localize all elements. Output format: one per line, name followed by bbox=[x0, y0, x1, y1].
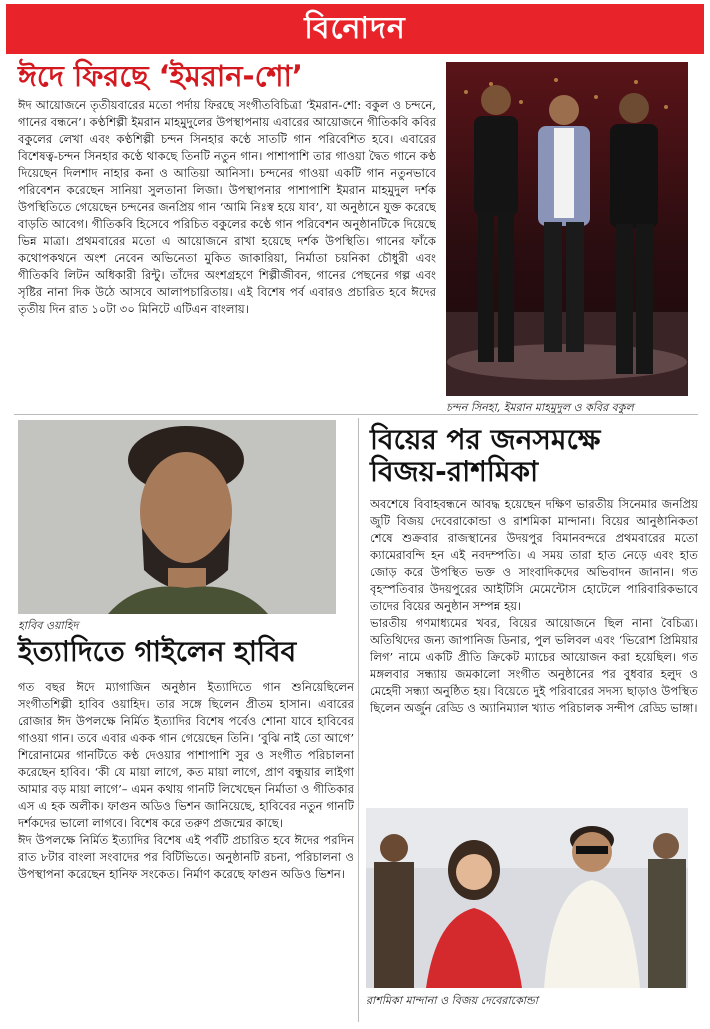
article1-photo-caption: চন্দন সিনহা, ইমরান মাহমুদুল ও কবির বকুল bbox=[446, 401, 634, 414]
article2-paragraph-1: গত বছর ঈদে ম্যাগাজিন অনুষ্ঠান ইত্যাদিতে গান শুনিয়েছিলেন সংগীতশিল্পী হাবিব ওয়াহিদ। তার সঙ্গে ছিলেন প্রীতম হাসান। এবারের রোজার ঈদ উপলক্ষে নির্মিত ইত্যাদির বিশেষ পর্বেও শোনা যাবে হাবিবের গাওয়া গান। তবে এবার একক গান গেয়েছেন তিনি। ‘বুঝি নাই তো আগে’ শিরোনামের গানটিতে কণ্ঠ দেওয়ার পাশাপাশি সুর ও সংগীত পরিচালনা করেছেন হাবিব। ‘কী যে মায়া লাগে, কত মায়া লাগে, প্রাণ বন্ধুয়ার লাইগা আমার বড় মায়া লাগে’– এমন কথায় গানটি লিখেছেন নির্মাতা ও গীতিকার এস এ হক অলীক। ফাগুন অডিও ভিশন জানিয়েছে, হাবিবের নতুন গানটি দর্শকদের ভালো লাগবে। বিশেষ করে তরুণ প্রজন্মের কাছে। bbox=[18, 680, 354, 830]
article1-body bbox=[18, 97, 436, 409]
article3-photo bbox=[366, 808, 688, 988]
article2-photo-caption: হাবিব ওয়াহিদ bbox=[18, 619, 79, 632]
article1-headline: ঈদে ফিরছে ‘ইমরান-শো’ bbox=[18, 59, 303, 93]
article1-photo bbox=[446, 62, 688, 396]
article3-paragraph-2: ভারতীয় গণমাধ্যমের খবর, বিয়ের আয়োজনে ছিল নানা বৈচিত্র্য। অতিথিদের জন্য জাপানিজ ডিনার, পুল ভলিবল এবং ‘ভিরোশ প্রিমিয়ার লিগ’ নামে একটি প্রীতি ক্রিকেট ম্যাচের আয়োজন করা হয়েছিল। গত মঙ্গলবার সন্ধ্যায় জমকালো সংগীত অনুষ্ঠানের পর বুধবার হলুদ ও মেহেদী সন্ধ্যা অনুষ্ঠিত হয়। বিয়েতে দুই পরিবারের সদস্য ছাড়াও উপস্থিত ছিলেন অর্জুন রেড্ডি ও অ্যানিম্যাল খ্যাত পরিচালক সন্দীপ রেড্ডি ভাঙ্গা। bbox=[370, 616, 698, 715]
article3-body bbox=[370, 496, 698, 798]
article3-photo-caption: রাশমিকা মান্দানা ও বিজয় দেবেরাকোন্ডা bbox=[366, 994, 538, 1007]
couple-photo-illustration bbox=[366, 808, 688, 988]
top-divider bbox=[14, 414, 698, 415]
article2-photo bbox=[18, 420, 336, 614]
article2-paragraph-2: ঈদ উপলক্ষে নির্মিত ইত্যাদির বিশেষ এই পর্বটি প্রচারিত হবে ঈদের পরদিন রাত ৮টার বাংলা সংবাদের পর বিটিভিতে। অনুষ্ঠানটি রচনা, পরিচালনা ও উপস্থাপনা করেছেন হানিফ সংকেত। নির্মাণ করেছে ফাগুন অডিও ভিশন। bbox=[18, 833, 354, 881]
article3-headline-line1: বিয়ের পর জনসমক্ষে bbox=[370, 423, 601, 456]
section-title: বিনোদন bbox=[304, 10, 406, 46]
article3-headline-line2: বিজয়-রাশমিকা bbox=[370, 455, 539, 489]
article2-body bbox=[18, 679, 354, 1019]
article2-headline: ইত্যাদিতে গাইলেন হাবিব bbox=[18, 635, 297, 668]
column-divider bbox=[358, 418, 359, 1022]
article3-paragraph-1: অবশেষে বিবাহবন্ধনে আবদ্ধ হয়েছেন দক্ষিণ ভারতীয় সিনেমার জনপ্রিয় জুটি বিজয় দেবেরাকোন্ডা ও রাশমিকা মান্দানা। বিয়ের আনুষ্ঠানিকতা শেষে শুক্রবার রাজস্থানের উদয়পুর বিমানবন্দরে প্রথমবারের মতো ক্যামেরাবন্দি হন এই নবদম্পতি। এ সময় তারা হাত নেড়ে এবং হাত জোড় করে উপস্থিত ভক্ত ও সাংবাদিকদের অভিবাদন জানান। গত বৃহস্পতিবার উদয়পুরের আইটিসি মেমেন্টোস হোটেলে পারিবারিকভাবে তাদের বিয়ের অনুষ্ঠান সম্পন্ন হয়। bbox=[370, 497, 698, 613]
article3-headline bbox=[370, 424, 700, 488]
stage-photo-illustration bbox=[446, 62, 688, 396]
article1-paragraph: ঈদ আয়োজনে তৃতীয়বারের মতো পর্দায় ফিরছে সংগীতবিচিত্রা ‘ইমরান-শো: বকুল ও চন্দনে, গানের বন্ধনে’। কণ্ঠশিল্পী ইমরান মাহমুদুলের উপস্থাপনায় এবারের আয়োজনে গীতিকবি কবির বকুলের লেখা এবং কণ্ঠশিল্পী চন্দন সিনহার কণ্ঠে সাতটি গান পরিবেশিত হবে। এবারের বিশেষত্ব-চন্দন সিনহার কণ্ঠে থাকছে তিনটি নতুন গান। পাশাপাশি তার গাওয়া দ্বৈত গানে কণ্ঠ দিয়েছেন দিলশাদ নাহার কনা ও আতিয়া আনিসা। চন্দনের গাওয়া একটি গান নতুনভাবে পরিবেশন করেছেন সানিয়া সুলতানা লিজা। উপস্থাপনার পাশাপাশি ইমরান মাহমুদুল দর্শক উপস্থিতিতে গেয়েছেন চন্দনের জনপ্রিয় গান ‘আমি নিঃস্ব হয়ে যাব’, যা অনুষ্ঠানে যুক্ত করেছে বাড়তি আবেগ। গীতিকবি হিসেবে পরিচিত বকুলের কণ্ঠে গান পরিবেশন অনুষ্ঠানটিকে দিয়েছে ভিন্ন মাত্রা। প্রথমবারের মতো এ আয়োজনে রাখা হয়েছে দর্শক উপস্থিতি। গানের ফাঁকে কথোপকথনে অংশ নেবেন অভিনেতা মুকিত জাকারিয়া, নির্মাতা চয়নিকা চৌধুরী এবং গীতিকবি লিটন অধিকারী রিন্টু। তাঁদের অংশগ্রহণে শিল্পীজীবন, গানের পেছনের গল্প এবং সৃষ্টির নানা দিক উঠে আসবে আলাপচারিতায়। এই বিশেষ পর্ব এবারও প্রচারিত হবে ঈদের তৃতীয় দিন রাত ১০টা ৩০ মিনিটে এটিএন বাংলায়। bbox=[18, 98, 436, 316]
portrait-photo-illustration bbox=[18, 420, 336, 614]
section-banner bbox=[6, 4, 704, 54]
